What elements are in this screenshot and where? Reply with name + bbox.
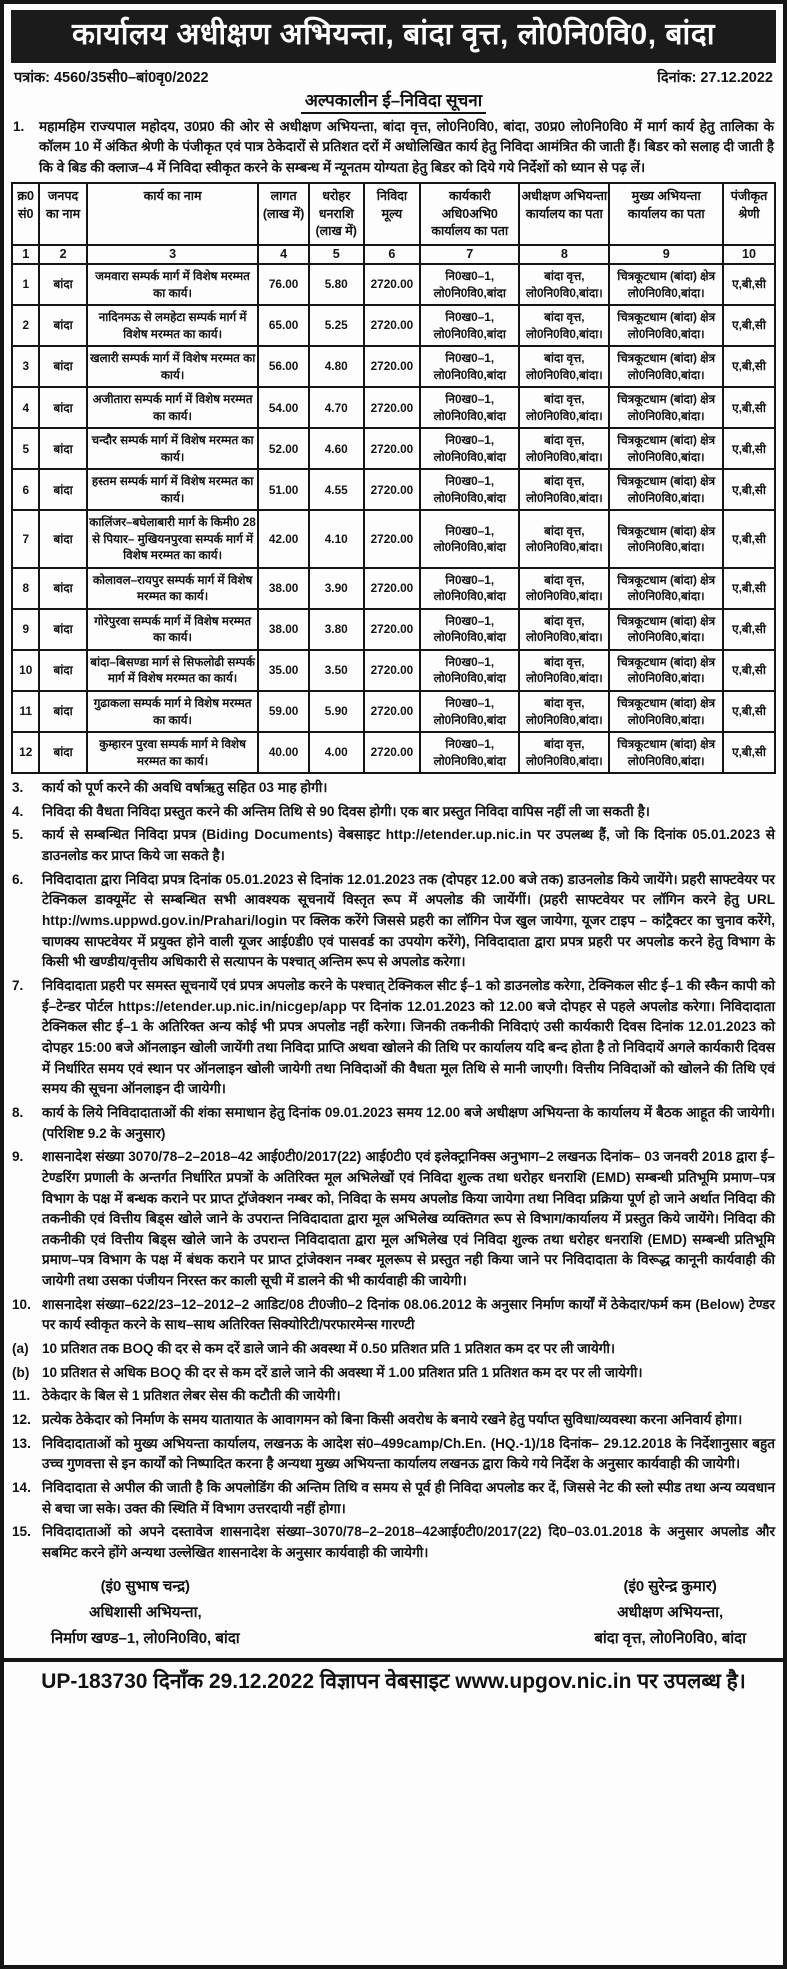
- cell-ce-office: चित्रकूटधाम (बांदा) क्षेत्र लो0नि0वि0,बांदा।: [609, 732, 723, 773]
- cell-category: ए,बी,सी: [723, 305, 775, 346]
- cell-ce-office: चित्रकूटधाम (बांदा) क्षेत्र लो0नि0वि0,बांदा।: [609, 568, 723, 609]
- cell-ce-office: चित्रकूटधाम (बांदा) क्षेत्र लो0नि0वि0,बांदा।: [609, 387, 723, 428]
- cell-cost: 35.00: [258, 650, 308, 691]
- table-row: [12, 609, 775, 650]
- office-title-banner: कार्यालय अधीक्षण अभियन्ता, बांदा वृत्त, लो0नि0वि0, बांदा: [11, 10, 776, 63]
- table-row: [12, 305, 775, 346]
- cell-executive-office: नि0ख0–1, लो0नि0वि0,बांदा: [420, 650, 519, 691]
- column-number: 8: [519, 245, 609, 264]
- note-number: (b): [12, 1364, 30, 1380]
- note-item: [12, 1295, 775, 1336]
- column-header: मुख्य अभियन्ता कार्यालय का पता: [609, 183, 723, 245]
- cell-serial-number: 10: [12, 650, 39, 691]
- cell-ce-office: चित्रकूटधाम (बांदा) क्षेत्र लो0नि0वि0,बांदा।: [609, 305, 723, 346]
- cell-emd: 5.90: [309, 691, 364, 732]
- note-text: कार्य से सम्बन्धित निविदा प्रपत्र (Biding Documents) वेबसाइट http://etender.up.nic.in पर उपलब्ध हैं, जो कि दिनांक 05.01.2023 से डाउनलोड कर प्राप्त किये जा सकते है।: [42, 827, 775, 864]
- meta-row: [11, 67, 776, 87]
- tender-table-body: [12, 264, 775, 773]
- cell-district: बांदा: [39, 691, 86, 732]
- cell-executive-office: नि0ख0–1, लो0नि0वि0,बांदा: [420, 264, 519, 305]
- note-number: 15.: [12, 1524, 31, 1540]
- cell-serial-number: 2: [12, 305, 39, 346]
- cell-cost: 76.00: [258, 264, 308, 305]
- cell-executive-office: नि0ख0–1, लो0नि0वि0,बांदा: [420, 305, 519, 346]
- note-number: (a): [12, 1341, 29, 1357]
- signatory-name: (इं0 सुभाष चन्द्र): [100, 1577, 191, 1595]
- cell-cost: 52.00: [258, 428, 308, 469]
- table-row: [12, 469, 775, 510]
- note-item: [12, 1410, 775, 1431]
- cell-cost: 56.00: [258, 346, 308, 387]
- cell-cost: 38.00: [258, 609, 308, 650]
- cell-executive-office: नि0ख0–1, लो0नि0वि0,बांदा: [420, 469, 519, 510]
- column-number: 2: [39, 245, 86, 264]
- column-number: 9: [609, 245, 723, 264]
- cell-district: बांदा: [39, 510, 86, 568]
- table-row: [12, 428, 775, 469]
- note-text: निविदादाता द्वारा निविदा प्रपत्र दिनांक 05.01.2023 से दिनांक 12.01.2023 तक (दोपहर 12.00 बजे तक) डाउनलोड किये जायेंगे। प्रहरी साफ्टवेयर पर टेक्निकल डाक्यूमेंट से सम्बन्धित सभी आवश्यक सूचनायें विस्तृत रूप में अपलोड की जायेंगीं। (प्रहरी साफ्टवेयर पर लॉगिन करने हेतु URL http://wms.uppwd.gov.in/Prahari/login पर क्लिक करेंगे जिससे प्रहरी का लॉगिन पेज खुल जायेगा, यूजर टाइप – कांट्रैक्टर का चुनाव करेंगे, चाणक्य साफ्टवेयर में प्रयुक्त होने वाली यूजर आई0डी0 एवं पासवर्ड का उपयोग करेंगे), निविदादाता द्वारा प्रपत्र प्रहरी पर अपलोड करने हेतु विभाग के किसी भी खण्डीय/वृत्तीय अधिकारी से सत्यापन के पश्चात् अन्तिम रूप से अपलोड करेगा।: [42, 871, 775, 970]
- intro-number: 1.: [13, 119, 25, 134]
- cell-cost: 51.00: [258, 469, 308, 510]
- cell-emd: 4.55: [309, 469, 364, 510]
- cell-emd: 4.80: [309, 346, 364, 387]
- note-item: [12, 802, 775, 823]
- cell-work-name: नादिनमऊ से लमहेटा सम्पर्क मार्ग में विशेष मरम्मत का कार्य।: [87, 305, 259, 346]
- cell-work-name: गोरेपुरवा सम्पर्क मार्ग में विशेष मरम्मत का कार्य।: [87, 609, 259, 650]
- table-row: [12, 650, 775, 691]
- cell-tender-fee: 2720.00: [364, 346, 420, 387]
- cell-emd: 5.80: [309, 264, 364, 305]
- intro-item: [13, 117, 774, 178]
- cell-tender-fee: 2720.00: [364, 387, 420, 428]
- cell-emd: 3.50: [309, 650, 364, 691]
- table-row: [12, 568, 775, 609]
- cell-category: ए,बी,सी: [723, 346, 775, 387]
- note-text: 10 प्रतिशत तक BOQ की दर से कम दरें डाले जाने की अवस्था में 0.50 प्रतिशत प्रति 1 प्रतिशत कम दर पर ली जायेगी।: [42, 1341, 616, 1357]
- cell-cost: 54.00: [258, 387, 308, 428]
- cell-category: ए,बी,सी: [723, 264, 775, 305]
- cell-emd: 3.80: [309, 609, 364, 650]
- table-row: [12, 387, 775, 428]
- column-header: पंजीकृत श्रेणी: [723, 183, 775, 245]
- cell-se-office: बांदा वृत्त, लो0नि0वि0,बांदा।: [519, 691, 609, 732]
- cell-tender-fee: 2720.00: [364, 691, 420, 732]
- cell-executive-office: नि0ख0–1, लो0नि0वि0,बांदा: [420, 568, 519, 609]
- column-number-row: [12, 245, 775, 264]
- note-number: 14.: [12, 1480, 31, 1496]
- cell-serial-number: 3: [12, 346, 39, 387]
- cell-se-office: बांदा वृत्त, लो0नि0वि0,बांदा।: [519, 428, 609, 469]
- cell-serial-number: 4: [12, 387, 39, 428]
- signatory-name: (इं0 सुरेन्द्र कुमार): [623, 1577, 717, 1595]
- column-number: 1: [12, 245, 39, 264]
- column-header: जनपद का नाम: [39, 183, 86, 245]
- note-item: [12, 778, 775, 799]
- cell-executive-office: नि0ख0–1, लो0नि0वि0,बांदा: [420, 387, 519, 428]
- column-header: क्र0 सं0: [12, 183, 39, 245]
- cell-ce-office: चित्रकूटधाम (बांदा) क्षेत्र लो0नि0वि0,बांदा।: [609, 264, 723, 305]
- cell-emd: 3.90: [309, 568, 364, 609]
- table-header-row: [12, 183, 775, 245]
- cell-tender-fee: 2720.00: [364, 469, 420, 510]
- cell-serial-number: 11: [12, 691, 39, 732]
- note-item: [12, 1339, 775, 1360]
- table-row: [12, 510, 775, 568]
- cell-work-name: जमवारा सम्पर्क मार्ग में विशेष मरम्मत का कार्य।: [87, 264, 259, 305]
- cell-work-name: अजीतारा सम्पर्क मार्ग में विशेष मरम्मत का कार्य।: [87, 387, 259, 428]
- note-text: निविदा की वैधता निविदा प्रस्तुत करने की अन्तिम तिथि से 90 दिवस होगी। एक बार प्रस्तुत निविदा वापिस नहीं ली जा सकती है।: [42, 803, 650, 819]
- signatory-designation: अधीक्षण अभियन्ता,: [617, 1603, 724, 1621]
- signatory-designation: अधिशासी अभियन्ता,: [89, 1603, 202, 1621]
- cell-serial-number: 12: [12, 732, 39, 773]
- cell-category: ए,बी,सी: [723, 650, 775, 691]
- note-item: [12, 825, 775, 866]
- cell-district: बांदा: [39, 305, 86, 346]
- cell-cost: 40.00: [258, 732, 308, 773]
- cell-emd: 4.10: [309, 510, 364, 568]
- cell-district: बांदा: [39, 650, 86, 691]
- cell-work-name: चन्दौर सम्पर्क मार्ग में विशेष मरम्मत का कार्य।: [87, 428, 259, 469]
- cell-serial-number: 8: [12, 568, 39, 609]
- note-number: 4.: [12, 803, 24, 819]
- cell-se-office: बांदा वृत्त, लो0नि0वि0,बांदा।: [519, 346, 609, 387]
- note-number: 7.: [12, 977, 24, 993]
- cell-work-name: कुम्हारन पुरवा सम्पर्क मार्ग मे विशेष मरम्मत का कार्य।: [87, 732, 259, 773]
- note-text: निविदादाता प्रहरी पर समस्त सूचनायें एवं प्रपत्र अपलोड करने के पश्चात् टेक्निकल सीट ई–1 को डाउनलोड करेगा, टेक्निकल सीट ई–1 की स्कैन कापी को ई–टेन्डर पोर्टल https://etender.up.nic.in/nicgep/app पर दिनांक 12.01.2023 को 12.00 बजे दोपहर से पहले अपलोड करेगा। निविदादाता टेक्निकल सीट ई–1 के अतिरिक्त अन्य कोई भी प्रपत्र अपलोड नहीं करेगा। जिनकी तकनीकी निविदाएं उसी कार्यकारी दिवस दिनांक 12.01.2023 को दोपहर 15:00 बजे ऑनलाइन खोली जायेंगी तथा निविदा प्राप्ति अथवा खोलने की तिथि पर कार्यालय यदि बन्द होता है तो निविदायें अगले कार्यकारी दिवस में निर्धारित समय एवं स्थान पर ऑनलाइन खोली जायेगी तथा निविदाओं की वैधता मूल तिथि से मानी जाएगी। वित्तीय निविदाओं को खोलने की तिथि एवं समय की सूचना ऑनलाइन दी जायेगी।: [42, 977, 775, 1097]
- note-item: [12, 1103, 775, 1144]
- cell-se-office: बांदा वृत्त, लो0नि0वि0,बांदा।: [519, 305, 609, 346]
- note-number: 6.: [12, 871, 24, 887]
- cell-category: ए,बी,सी: [723, 510, 775, 568]
- cell-se-office: बांदा वृत्त, लो0नि0वि0,बांदा।: [519, 387, 609, 428]
- note-item: [12, 1434, 775, 1475]
- note-number: 10.: [12, 1296, 31, 1312]
- cell-cost: 42.00: [258, 510, 308, 568]
- note-number: 3.: [12, 780, 24, 796]
- cell-category: ए,बी,सी: [723, 568, 775, 609]
- cell-se-office: बांदा वृत्त, लो0नि0वि0,बांदा।: [519, 568, 609, 609]
- column-number: 4: [258, 245, 308, 264]
- cell-cost: 65.00: [258, 305, 308, 346]
- cell-category: ए,बी,सी: [723, 691, 775, 732]
- note-text: कार्य को पूर्ण करने की अवधि वर्षाऋतु सहित 03 माह होगी।: [42, 780, 328, 796]
- cell-tender-fee: 2720.00: [364, 609, 420, 650]
- column-header: कार्य का नाम: [87, 183, 259, 245]
- cell-work-name: हस्तम सम्पर्क मार्ग में विशेष मरम्मत का कार्य।: [87, 469, 259, 510]
- cell-tender-fee: 2720.00: [364, 650, 420, 691]
- note-item: [12, 1147, 775, 1292]
- note-text: शासनादेश संख्या–622/23–12–2012–2 आडिट/08 टी0जी0–2 दिनांक 08.06.2012 के अनुसार निर्माण कार्यों में ठेकेदार/फर्म कम (Below) टेण्डर पर कार्य स्वीकृत करने के साथ–साथ अतिरिक्त सिक्योरिटी/परफारमेन्स गारण्टी: [42, 1296, 775, 1333]
- notice-title: अल्पकालीन ई–निविदा सूचना: [301, 88, 486, 114]
- cell-tender-fee: 2720.00: [364, 732, 420, 773]
- cell-district: बांदा: [39, 428, 86, 469]
- note-item: [12, 1478, 775, 1519]
- cell-serial-number: 7: [12, 510, 39, 568]
- note-text: निविदादाता से अपील की जाती है कि अपलोडिंग की अन्तिम तिथि व समय से पूर्व ही निविदा अपलोड कर दें, जिससे नेट की स्लो स्पीड तथा अन्य व्यवधान से बचा जा सके। उक्त की स्थिति में विभाग उत्तरदायी नहीं होगा।: [42, 1480, 775, 1516]
- intro-text: महामहिम राज्यपाल महोदय, उ0प्र0 की ओर से अधीक्षण अभियन्ता, बांदा वृत्त, लो0नि0वि0, बांदा, उ0प्र0 लो0नि0वि0 में मार्ग कार्य हेतु तालिका के कॉलम 10 में अंकित श्रेणी के पंजीकृत एवं पात्र ठेकेदारों से प्रतिशत दरों में अधोलिखित कार्य हेतु निविदा आमंत्रित की जाती हैं। बिडर को सलाह दी जाती है कि वे बिड की क्लाज–4 में निविदा स्वीकृत करने के सम्बन्ध में न्यूनतम योग्यता हेतु बिडर को दिये गये निर्देशों को ध्यान से पढ़ लें।: [39, 119, 774, 175]
- cell-emd: 4.60: [309, 428, 364, 469]
- table-row: [12, 346, 775, 387]
- column-number: 5: [309, 245, 364, 264]
- cell-se-office: बांदा वृत्त, लो0नि0वि0,बांदा।: [519, 264, 609, 305]
- cell-category: ए,बी,सी: [723, 469, 775, 510]
- cell-category: ए,बी,सी: [723, 428, 775, 469]
- column-number: 10: [723, 245, 775, 264]
- column-header: कार्यकारी अधि0अभि0 कार्यालय का पता: [420, 183, 519, 245]
- cell-cost: 38.00: [258, 568, 308, 609]
- cell-se-office: बांदा वृत्त, लो0नि0वि0,बांदा।: [519, 469, 609, 510]
- cell-category: ए,बी,सी: [723, 732, 775, 773]
- table-row: [12, 732, 775, 773]
- cell-se-office: बांदा वृत्त, लो0नि0वि0,बांदा।: [519, 650, 609, 691]
- notice-date: दिनांक: 27.12.2022: [657, 70, 773, 86]
- cell-executive-office: नि0ख0–1, लो0नि0वि0,बांदा: [420, 428, 519, 469]
- notes-list: [12, 778, 775, 1564]
- cell-district: बांदा: [39, 264, 86, 305]
- cell-ce-office: चित्रकूटधाम (बांदा) क्षेत्र लो0नि0वि0,बांदा।: [609, 691, 723, 732]
- cell-serial-number: 1: [12, 264, 39, 305]
- cell-executive-office: नि0ख0–1, लो0नि0वि0,बांदा: [420, 609, 519, 650]
- column-header: लागत (लाख में): [258, 183, 308, 245]
- note-text: निविदादाताओं को अपने दस्तावेज शासनादेश संख्या–3070/78–2–2018–42आई0टी0/2017(22) दि0–03.01.2018 के अनुसार अपलोड और सबमिट करने होंगे अन्यथा उल्लेखित शासनादेश के अनुसार कार्यवाही की जायेगी।: [42, 1524, 775, 1561]
- cell-se-office: बांदा वृत्त, लो0नि0वि0,बांदा।: [519, 732, 609, 773]
- cell-work-name: कोलावल–रायपुर सम्पर्क मार्ग में विशेष मरम्मत का कार्य।: [87, 568, 259, 609]
- note-number: 9.: [12, 1149, 24, 1165]
- cell-executive-office: नि0ख0–1, लो0नि0वि0,बांदा: [420, 732, 519, 773]
- note-text: निविदादाताओं को मुख्य अभियन्ता कार्यालय, लखनऊ के आदेश सं0–499camp/Ch.En. (HQ.-1)/18 दिनांक– 29.12.2018 के निर्देशानुसार बहुत उच्च गुणवत्ता से इन कार्यों को निष्पादित करना है अन्यथा मुख्य अभियन्ता कार्यालय लखनऊ द्वारा किये गये निर्देश के अनुसार कार्यवाही की जायेगी।: [42, 1435, 775, 1472]
- note-item: [12, 1522, 775, 1563]
- note-item: [12, 976, 775, 1100]
- note-text: 10 प्रतिशत से अधिक BOQ की दर से कम दरें डाले जाने की अवस्था में 1.00 प्रतिशत प्रति 1 प्रतिशत कम दर पर ली जायेगी।: [42, 1364, 643, 1380]
- cell-tender-fee: 2720.00: [364, 264, 420, 305]
- cell-ce-office: चित्रकूटधाम (बांदा) क्षेत्र लो0नि0वि0,बांदा।: [609, 510, 723, 568]
- cell-serial-number: 5: [12, 428, 39, 469]
- note-number: 5.: [12, 827, 24, 843]
- cell-category: ए,बी,सी: [723, 609, 775, 650]
- table-row: [12, 691, 775, 732]
- cell-ce-office: चित्रकूटधाम (बांदा) क्षेत्र लो0नि0वि0,बांदा।: [609, 469, 723, 510]
- cell-ce-office: चित्रकूटधाम (बांदा) क्षेत्र लो0नि0वि0,बांदा।: [609, 609, 723, 650]
- note-item: [12, 1363, 775, 1384]
- cell-tender-fee: 2720.00: [364, 305, 420, 346]
- cell-serial-number: 6: [12, 469, 39, 510]
- note-text: शासनादेश संख्या 3070/78–2–2018–42 आई0टी0/2017(22) आई0टी0 एवं इलेक्ट्रानिक्स अनुभाग–2 लखनऊ दिनांक– 03 जनवरी 2018 द्वारा ई–टेण्डरिंग प्रणाली के अन्तर्गत निर्धारित प्रपत्रों के अतिरिक्त मूल अभिलेखों एवं निविदा शुल्क तथा धरोहर धनराशि (EMD) सम्बन्धी प्रतिभूमि प्रमाण–पत्र विभाग के पक्ष में बन्धक कराने पर प्राप्त ट्रॉजेक्शन नम्बर को, निविदा के समय अपलोड किया जायेगा तथा निविदा प्रक्रिया पूर्ण हो जाने अर्थात निविदा की तकनीकी एवं वित्तीय बिड्स खोले जाने के उपरान्त निविदादाता द्वारा मूल अभिलेख व्यक्तिगत रूप से विभाग/कार्यालय में प्रस्तुत किये जायेंगे। निविदा की तकनीकी एवं वित्तीय बिड्स खोले जाने के उपरान्त निविदादाता द्वारा मूल अभिलेख एवं निविदा शुल्क तथा धरोहर धनराशि (EMD) सम्बन्धी प्रतिभूमि प्रमाण–पत्र विभाग के पक्ष में बंधक कराने पर प्राप्त ट्रांजेक्शन नम्बर मूलरूप से प्रस्तुत नही किया जाने पर निविदादाता के विरूद्ध कानूनी कार्यवाही की जायेगी तथा उसका पंजीयन निरस्त कर काली सूची में डालने की भी कार्यवाही की जायेगी।: [42, 1149, 775, 1289]
- cell-work-name: कालिंजर–बघेलाबारी मार्ग के किमी0 28 से पियार– मुखियनपुरवा सम्पर्क मार्ग में विशेष मरम्मत का कार्य।: [87, 510, 259, 568]
- cell-district: बांदा: [39, 609, 86, 650]
- cell-executive-office: नि0ख0–1, लो0नि0वि0,बांदा: [420, 346, 519, 387]
- signature-block: [51, 1574, 746, 1653]
- note-item: [12, 870, 775, 973]
- column-number: 7: [420, 245, 519, 264]
- cell-emd: 4.00: [309, 732, 364, 773]
- signatory-office: निर्माण खण्ड–1, लो0नि0वि0, बांदा: [51, 1630, 240, 1648]
- letter-number: पत्रांक: 4560/35सी0–बां0वृ0/2022: [14, 70, 209, 86]
- signatory-right: [594, 1574, 746, 1653]
- cell-executive-office: नि0ख0–1, लो0नि0वि0,बांदा: [420, 510, 519, 568]
- cell-category: ए,बी,सी: [723, 387, 775, 428]
- cell-district: बांदा: [39, 387, 86, 428]
- cell-tender-fee: 2720.00: [364, 510, 420, 568]
- column-header: निविदा मूल्य: [364, 183, 420, 245]
- column-header: धरोहर धनराशि (लाख में): [309, 183, 364, 245]
- cell-work-name: खलारी सम्पर्क मार्ग में विशेष मरम्मत का कार्य।: [87, 346, 259, 387]
- cell-district: बांदा: [39, 469, 86, 510]
- cell-emd: 4.70: [309, 387, 364, 428]
- note-text: प्रत्येक ठेकेदार को निर्माण के समय यातायात के आवागमन को बिना किसी अवरोध के बनाये रखने हेतु पर्याप्त सुविधा/व्यवस्था करना अनिवार्य होगा।: [42, 1412, 743, 1428]
- signatory-left: [51, 1574, 240, 1653]
- cell-ce-office: चित्रकूटधाम (बांदा) क्षेत्र लो0नि0वि0,बांदा।: [609, 428, 723, 469]
- cell-work-name: बांदा–बिसण्डा मार्ग से सिफलोढी सम्पर्क मार्ग में विशेष मरम्मत का कार्य।: [87, 650, 259, 691]
- note-number: 12.: [12, 1412, 31, 1428]
- column-number: 6: [364, 245, 420, 264]
- cell-tender-fee: 2720.00: [364, 428, 420, 469]
- note-number: 8.: [12, 1104, 24, 1120]
- tender-table: [11, 182, 776, 774]
- note-text: ठेकेदार के बिल से 1 प्रतिशत लेबर सेस की कटौती की जायेगी।: [42, 1388, 341, 1404]
- note-number: 11.: [12, 1388, 31, 1404]
- note-number: 13.: [12, 1435, 31, 1451]
- cell-emd: 5.25: [309, 305, 364, 346]
- cell-cost: 59.00: [258, 691, 308, 732]
- cell-ce-office: चित्रकूटधाम (बांदा) क्षेत्र लो0नि0वि0,बांदा।: [609, 650, 723, 691]
- cell-ce-office: चित्रकूटधाम (बांदा) क्षेत्र लो0नि0वि0,बांदा।: [609, 346, 723, 387]
- note-item: [12, 1386, 775, 1407]
- cell-se-office: बांदा वृत्त, लो0नि0वि0,बांदा।: [519, 609, 609, 650]
- column-number: 3: [87, 245, 259, 264]
- cell-serial-number: 9: [12, 609, 39, 650]
- cell-district: बांदा: [39, 732, 86, 773]
- note-text: कार्य के लिये निविदादाताओं की शंका समाधान हेतु दिनांक 09.01.2023 समय 12.00 बजे अधीक्षण अभियन्ता के कार्यालय में बैठक आहूत की जायेगी। (परिशिष्ट 9.2 के अनुसार): [42, 1104, 775, 1141]
- cell-tender-fee: 2720.00: [364, 568, 420, 609]
- table-row: [12, 264, 775, 305]
- title-wrap: [11, 88, 776, 114]
- cell-executive-office: नि0ख0–1, लो0नि0वि0,बांदा: [420, 691, 519, 732]
- column-header: अधीक्षण अभियन्ता कार्यालय का पता: [519, 183, 609, 245]
- publication-banner: UP-183730 दिनाँक 29.12.2022 विज्ञापन वेबसाइट www.upgov.nic.in पर उपलब्ध है।: [4, 1658, 783, 1702]
- cell-district: बांदा: [39, 346, 86, 387]
- cell-work-name: गुढाकला सम्पर्क मार्ग मे विशेष मरम्मत का कार्य।: [87, 691, 259, 732]
- cell-se-office: बांदा वृत्त, लो0नि0वि0,बांदा।: [519, 510, 609, 568]
- cell-district: बांदा: [39, 568, 86, 609]
- signatory-office: बांदा वृत्त, लो0नि0वि0, बांदा: [594, 1630, 746, 1648]
